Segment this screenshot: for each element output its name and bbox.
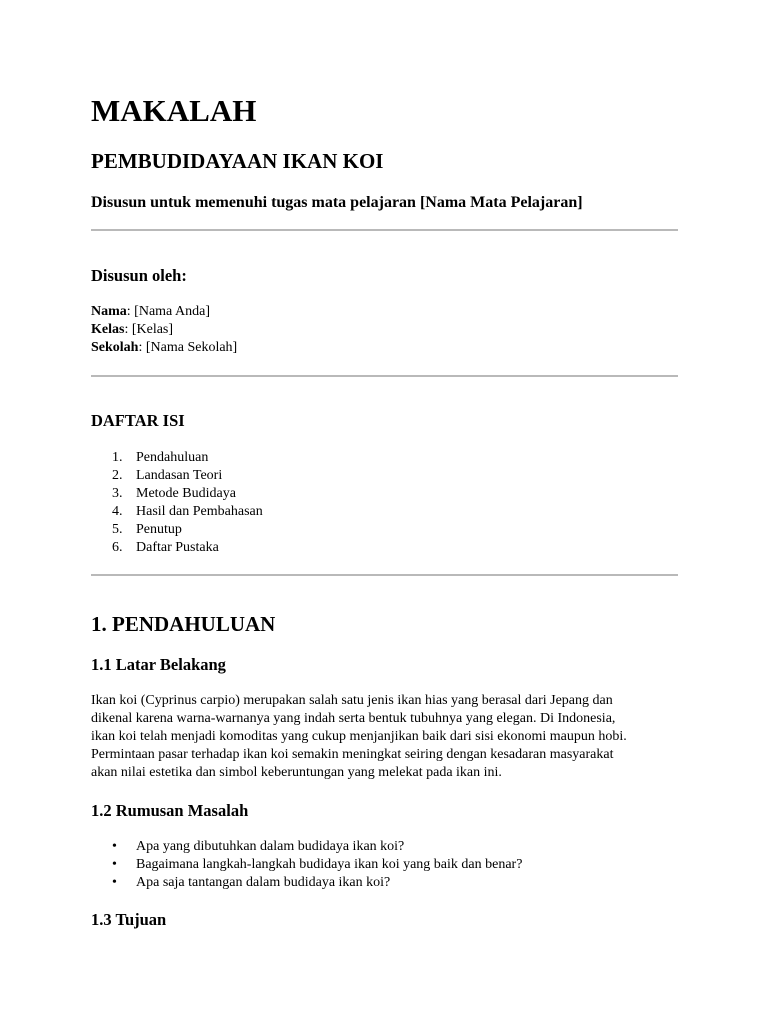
subsection-heading: 1.2 Rumusan Masalah: [91, 801, 249, 820]
name-label: Nama: [91, 304, 127, 319]
toc-item: [112, 503, 263, 521]
toc-item: [112, 467, 263, 485]
list-item: [112, 874, 522, 892]
toc-item: [112, 485, 263, 503]
list-item: [112, 838, 522, 856]
class-value: : [Kelas]: [124, 322, 174, 337]
list-item-text: Bagaimana langkah-langkah budidaya ikan koi yang baik dan benar?: [136, 857, 523, 872]
divider: [91, 375, 678, 377]
bullet-icon: •: [112, 875, 117, 890]
list-item-text: Apa yang dibutuhkan dalam budidaya ikan koi?: [136, 839, 405, 854]
bullet-icon: •: [112, 839, 117, 854]
bullet-list: [112, 838, 522, 892]
document-subtitle: PEMBUDIDAYAAN IKAN KOI: [91, 149, 384, 173]
toc-number: 5.: [112, 522, 123, 537]
author-info: [91, 303, 237, 357]
paragraph-line: dikenal karena warna-warnanya yang indah serta bentuk tubuhnya yang elegan. Di Indonesia,: [91, 711, 616, 726]
list-item: [112, 856, 522, 874]
toc-label: Hasil dan Pembahasan: [136, 504, 263, 519]
toc-item: [112, 521, 263, 539]
toc-item: [112, 449, 263, 467]
list-item-text: Apa saja tantangan dalam budidaya ikan koi?: [136, 875, 391, 890]
toc-list: [112, 449, 263, 557]
paragraph-line: Ikan koi (Cyprinus carpio) merupakan salah satu jenis ikan hias yang berasal dari Jepang dan: [91, 693, 613, 708]
subsection-heading: 1.1 Latar Belakang: [91, 655, 226, 674]
paragraph-line: akan nilai estetika dan simbol keberuntungan yang melekat pada ikan ini.: [91, 765, 502, 780]
paragraph-line: ikan koi telah menjadi komoditas yang cukup menjanjikan baik dari sisi ekonomi maupun hobi.: [91, 729, 627, 744]
toc-label: Landasan Teori: [136, 468, 223, 483]
section-heading: 1. PENDAHULUAN: [91, 612, 276, 636]
toc-number: 4.: [112, 504, 123, 519]
bullet-icon: •: [112, 857, 117, 872]
class-label: Kelas: [91, 322, 125, 337]
toc-number: 3.: [112, 486, 123, 501]
purpose-statement: Disusun untuk memenuhi tugas mata pelajaran [Nama Mata Pelajaran]: [91, 194, 583, 211]
body-paragraph: [91, 692, 681, 782]
toc-item: [112, 539, 263, 557]
school-label: Sekolah: [91, 340, 139, 355]
author-class-line: [91, 321, 237, 339]
toc-label: Pendahuluan: [136, 450, 209, 465]
author-heading: Disusun oleh:: [91, 266, 187, 285]
toc-number: 1.: [112, 450, 123, 465]
subsection-heading: 1.3 Tujuan: [91, 910, 167, 929]
toc-heading: DAFTAR ISI: [91, 411, 185, 430]
name-value: : [Nama Anda]: [126, 304, 210, 319]
school-value: : [Nama Sekolah]: [138, 340, 238, 355]
document-title: MAKALAH: [91, 93, 257, 128]
author-name-line: [91, 303, 237, 321]
paragraph-line: Permintaan pasar terhadap ikan koi semakin meningkat seiring dengan kesadaran masyarakat: [91, 747, 614, 762]
author-school-line: [91, 339, 237, 357]
toc-number: 6.: [112, 540, 123, 555]
toc-label: Metode Budidaya: [136, 486, 236, 501]
divider: [91, 574, 678, 576]
divider: [91, 229, 678, 231]
toc-label: Penutup: [136, 522, 182, 537]
toc-label: Daftar Pustaka: [136, 540, 219, 555]
toc-number: 2.: [112, 468, 123, 483]
